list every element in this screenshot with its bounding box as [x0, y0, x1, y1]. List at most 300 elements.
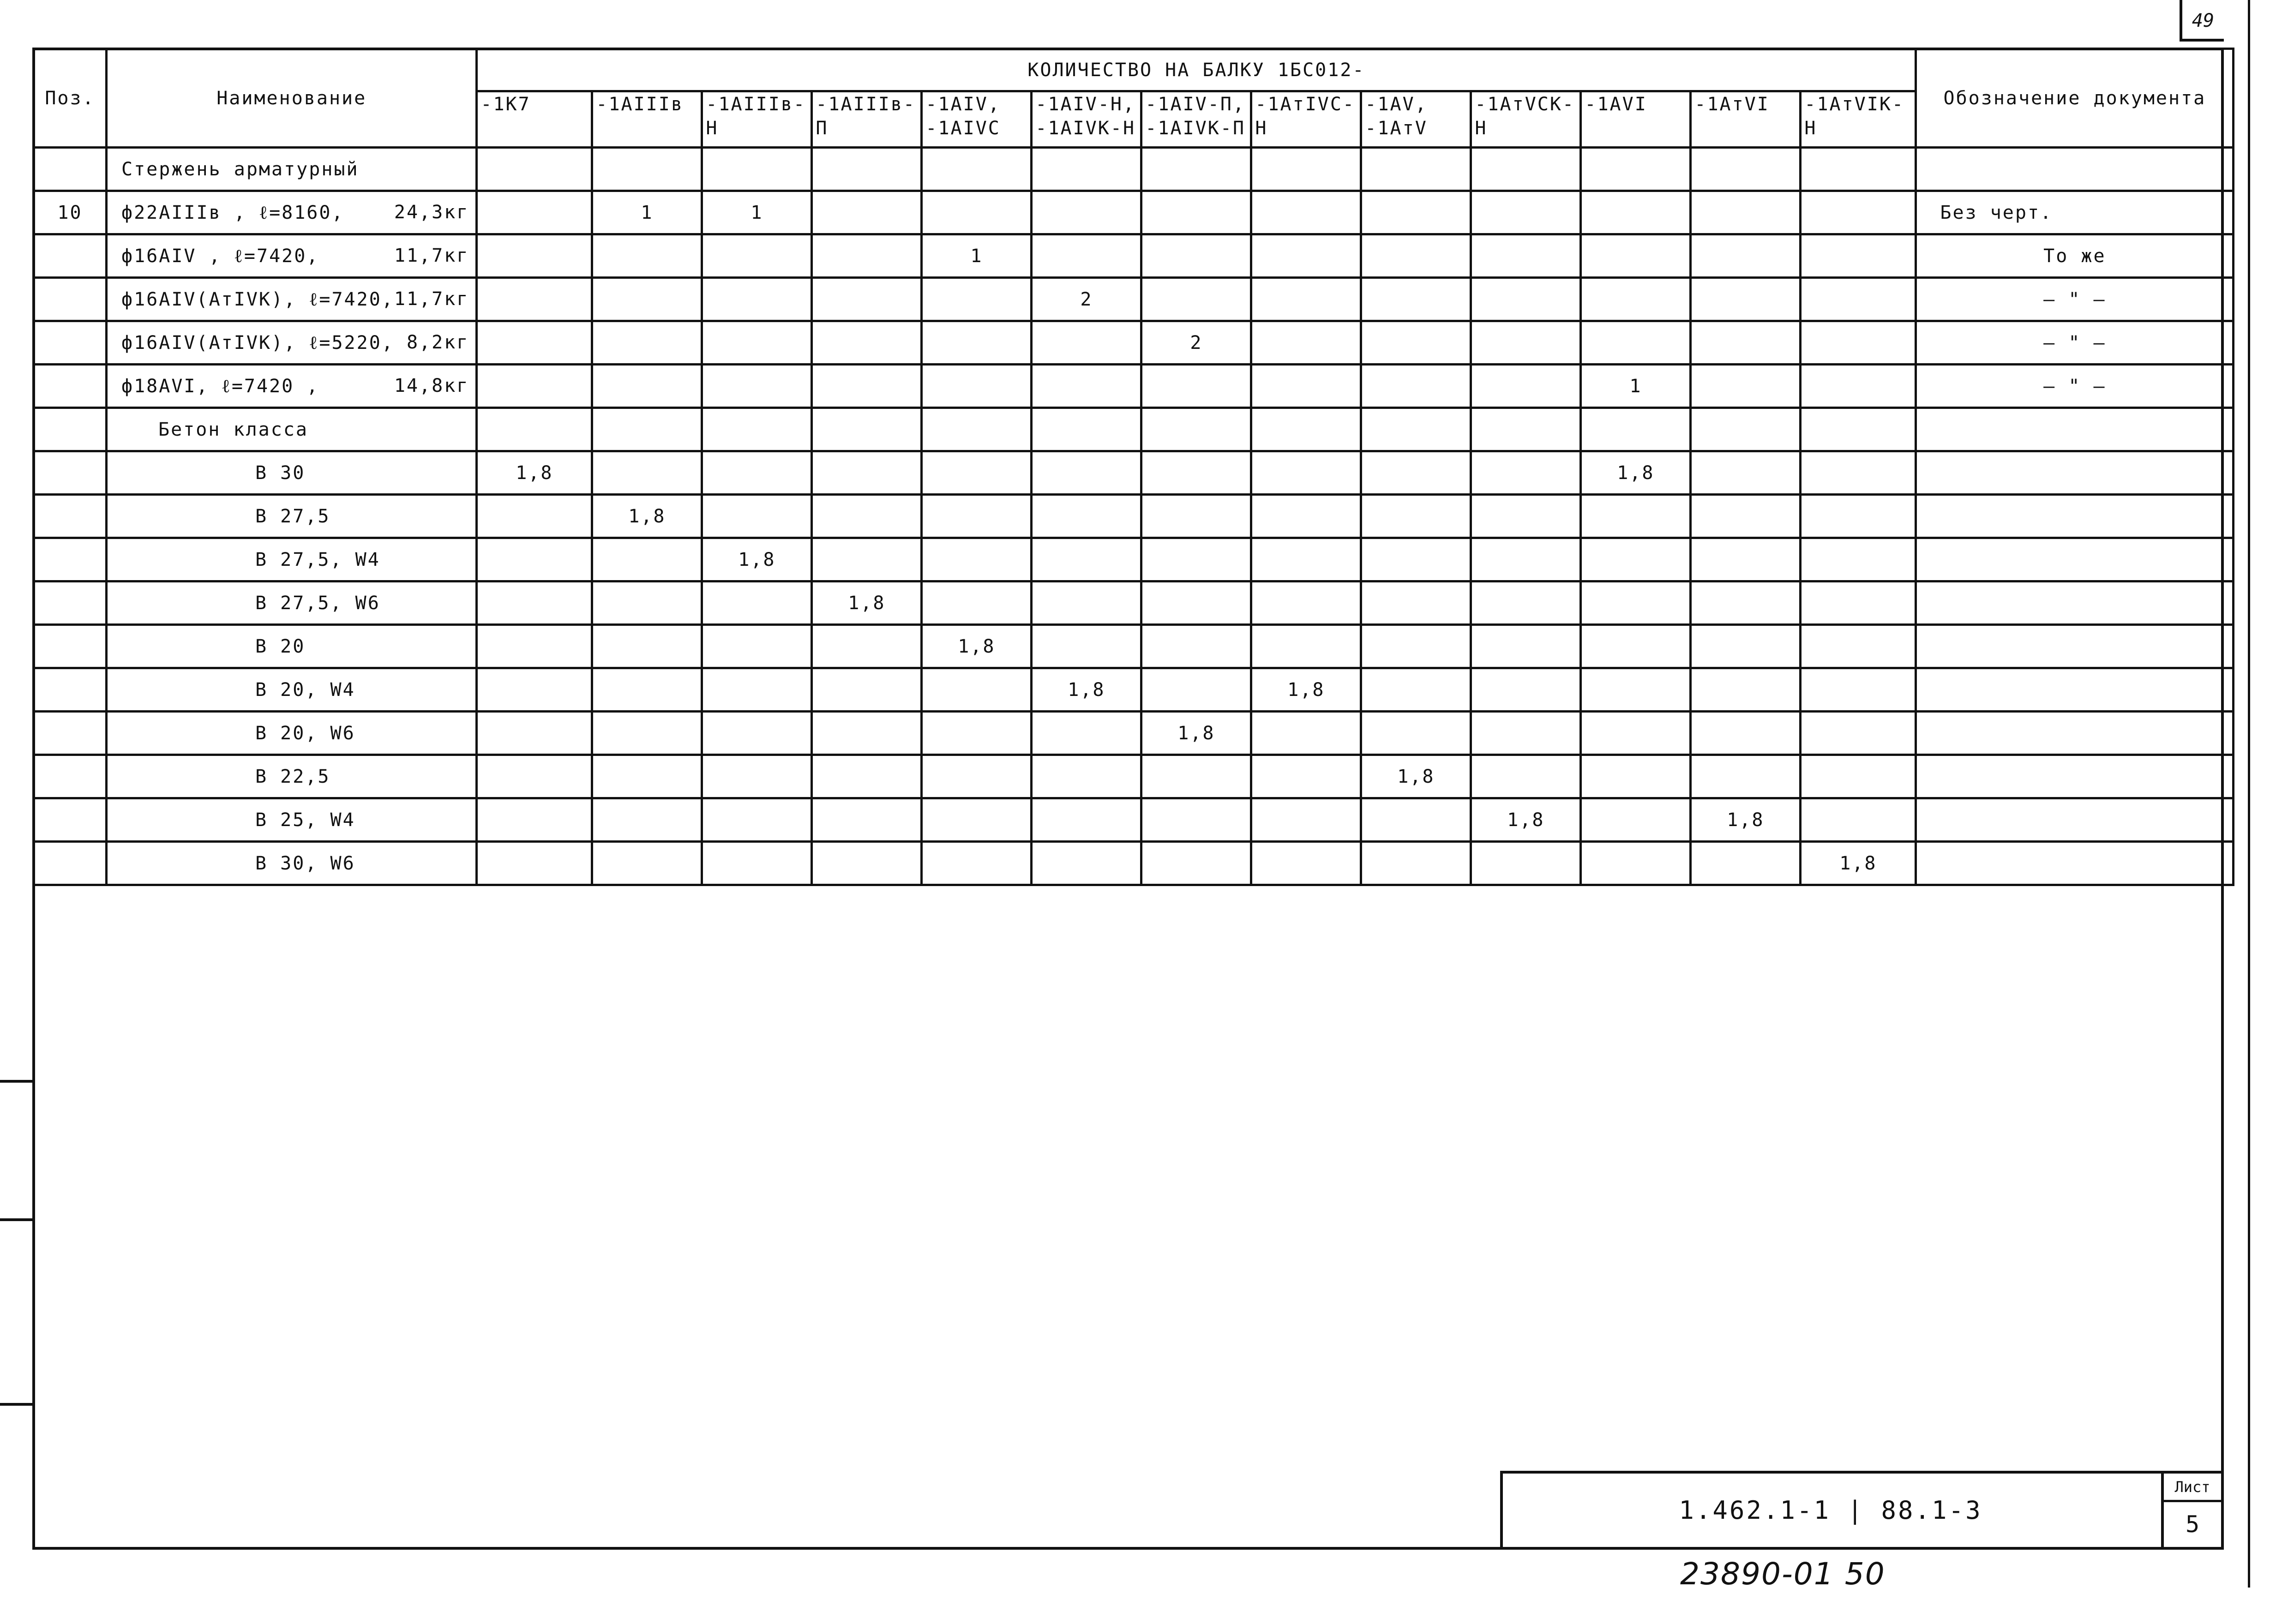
cell-quantity — [812, 234, 922, 278]
cell-quantity — [812, 321, 922, 365]
table-row — [34, 495, 2234, 538]
cell-quantity — [1801, 234, 1916, 278]
cell-document: — " — — [1916, 278, 2234, 321]
name-wrap — [255, 809, 475, 831]
cell-quantity — [922, 755, 1032, 798]
cell-quantity — [1361, 234, 1471, 278]
col-header-quantity-group: КОЛИЧЕСТВО НА БАЛКУ 1БС012- — [477, 49, 1916, 91]
sheet-label: Лист — [2164, 1474, 2221, 1502]
cell-quantity — [1141, 191, 1251, 234]
cell-quantity — [1691, 755, 1801, 798]
cell-quantity — [812, 148, 922, 191]
cell-quantity — [812, 495, 922, 538]
table-row — [34, 538, 2234, 581]
cell-quantity — [1691, 451, 1801, 495]
cell-quantity — [1251, 538, 1361, 581]
item-mass: 8,2кг — [406, 332, 469, 353]
item-name: Бетон класса — [158, 419, 308, 440]
cell-quantity — [477, 321, 592, 365]
cell-name — [107, 278, 477, 321]
cell-name — [107, 148, 477, 191]
cell-quantity — [1141, 625, 1251, 668]
table-row — [34, 798, 2234, 842]
cell-quantity — [592, 234, 702, 278]
left-margin-tick — [0, 1218, 32, 1221]
cell-quantity — [1361, 495, 1471, 538]
cell-pos — [34, 842, 107, 885]
cell-document — [1916, 408, 2234, 451]
sheet-number: 5 — [2185, 1511, 2200, 1538]
name-wrap — [158, 419, 475, 440]
item-name: В 25, W4 — [255, 809, 355, 831]
item-name: В 30 — [255, 462, 306, 484]
col-header-variant: -1АIIIв — [592, 91, 702, 148]
cell-quantity — [592, 538, 702, 581]
item-name: ф16АIV(АтIVК), ℓ=5220, — [121, 332, 394, 354]
cell-document — [1916, 148, 2234, 191]
cell-quantity — [1141, 451, 1251, 495]
cell-quantity: 1,8 — [1032, 668, 1141, 712]
col-header-variant: -1АIV, -1АIVС — [922, 91, 1032, 148]
cell-quantity — [702, 408, 812, 451]
sheet-corner-number: 49 — [2180, 0, 2224, 42]
cell-quantity — [1801, 798, 1916, 842]
title-block — [1500, 1471, 2224, 1550]
cell-name — [107, 625, 477, 668]
item-name: ф22АIIIв , ℓ=8160, — [121, 202, 344, 223]
cell-quantity — [592, 365, 702, 408]
cell-quantity: 1,8 — [922, 625, 1032, 668]
cell-pos — [34, 365, 107, 408]
cell-quantity: 1,8 — [592, 495, 702, 538]
left-margin-tick — [0, 1080, 32, 1083]
cell-quantity — [592, 278, 702, 321]
cell-document — [1916, 668, 2234, 712]
cell-quantity — [1251, 191, 1361, 234]
item-name: В 30, W6 — [255, 852, 355, 874]
cell-quantity — [1581, 321, 1691, 365]
cell-document — [1916, 538, 2234, 581]
cell-quantity — [592, 581, 702, 625]
cell-quantity — [1581, 755, 1691, 798]
cell-quantity — [1141, 495, 1251, 538]
cell-quantity: 1,8 — [477, 451, 592, 495]
right-margin-line — [2248, 0, 2250, 1588]
cell-quantity: 1,8 — [1801, 842, 1916, 885]
cell-name — [107, 581, 477, 625]
cell-quantity — [1691, 668, 1801, 712]
cell-quantity — [477, 755, 592, 798]
cell-quantity — [812, 668, 922, 712]
cell-pos — [34, 451, 107, 495]
cell-document: То же — [1916, 234, 2234, 278]
name-wrap — [121, 375, 475, 397]
cell-quantity — [702, 234, 812, 278]
col-header-variant: -1АV, -1АтV — [1361, 91, 1471, 148]
specification-table — [32, 48, 2234, 886]
cell-quantity — [922, 538, 1032, 581]
cell-quantity — [592, 798, 702, 842]
cell-quantity — [922, 365, 1032, 408]
cell-quantity — [592, 321, 702, 365]
item-name: В 27,5 — [255, 505, 330, 527]
item-name: В 20, W6 — [255, 722, 355, 744]
cell-quantity — [1801, 148, 1916, 191]
cell-quantity — [1032, 234, 1141, 278]
col-header-variant: -1АтVСК-Н — [1471, 91, 1581, 148]
cell-quantity — [1691, 842, 1801, 885]
cell-quantity — [1801, 712, 1916, 755]
cell-pos — [34, 581, 107, 625]
cell-quantity: 1,8 — [1471, 798, 1581, 842]
cell-quantity — [812, 842, 922, 885]
cell-quantity — [1251, 581, 1361, 625]
cell-quantity: 1,8 — [1251, 668, 1361, 712]
cell-quantity — [702, 842, 812, 885]
cell-quantity: 1,8 — [1691, 798, 1801, 842]
cell-quantity — [1251, 365, 1361, 408]
cell-quantity — [1251, 842, 1361, 885]
item-name: ф18АVI, ℓ=7420 , — [121, 376, 319, 397]
table-row — [34, 581, 2234, 625]
cell-quantity — [922, 191, 1032, 234]
cell-quantity — [1691, 408, 1801, 451]
cell-quantity: 1,8 — [1361, 755, 1471, 798]
cell-quantity — [922, 798, 1032, 842]
cell-quantity — [1581, 148, 1691, 191]
cell-quantity — [1581, 625, 1691, 668]
cell-quantity — [1032, 495, 1141, 538]
cell-quantity — [702, 278, 812, 321]
cell-pos — [34, 321, 107, 365]
cell-quantity — [1581, 538, 1691, 581]
table-row — [34, 842, 2234, 885]
cell-quantity — [1141, 148, 1251, 191]
drawing-code: 1.462.1-1 | 88.1-3 — [1679, 1496, 1982, 1525]
cell-quantity — [702, 148, 812, 191]
cell-quantity — [477, 234, 592, 278]
cell-quantity — [1691, 148, 1801, 191]
name-wrap — [255, 549, 475, 570]
cell-document — [1916, 451, 2234, 495]
cell-quantity — [1251, 148, 1361, 191]
name-wrap — [121, 202, 475, 223]
name-wrap — [255, 462, 475, 484]
item-mass: 14,8кг — [394, 375, 469, 396]
item-name: В 22,5 — [255, 766, 330, 787]
cell-quantity — [702, 451, 812, 495]
cell-quantity — [1471, 625, 1581, 668]
cell-quantity — [1141, 581, 1251, 625]
cell-quantity — [592, 451, 702, 495]
cell-quantity — [592, 625, 702, 668]
col-header-name: Наименование — [107, 49, 477, 148]
cell-quantity — [477, 365, 592, 408]
cell-quantity — [1691, 234, 1801, 278]
cell-quantity — [812, 365, 922, 408]
item-mass: 11,7кг — [394, 288, 469, 310]
cell-quantity — [1801, 668, 1916, 712]
table-row — [34, 365, 2234, 408]
cell-document — [1916, 842, 2234, 885]
cell-pos — [34, 625, 107, 668]
col-header-variant: -1АIIIв-П — [812, 91, 922, 148]
cell-quantity — [477, 668, 592, 712]
cell-quantity — [1251, 321, 1361, 365]
cell-pos — [34, 798, 107, 842]
cell-quantity — [702, 625, 812, 668]
cell-name — [107, 451, 477, 495]
cell-quantity: 1 — [592, 191, 702, 234]
name-wrap — [121, 245, 475, 267]
cell-pos — [34, 495, 107, 538]
cell-quantity — [1581, 234, 1691, 278]
cell-quantity — [812, 408, 922, 451]
cell-quantity — [1691, 538, 1801, 581]
col-header-variant: -1АтVIК-Н — [1801, 91, 1916, 148]
cell-quantity — [1251, 451, 1361, 495]
cell-quantity — [1032, 191, 1141, 234]
cell-quantity — [1471, 581, 1581, 625]
cell-pos — [34, 408, 107, 451]
cell-quantity — [1032, 842, 1141, 885]
cell-quantity — [1141, 538, 1251, 581]
name-wrap — [255, 853, 475, 874]
cell-quantity — [812, 755, 922, 798]
cell-document: — " — — [1916, 365, 2234, 408]
cell-quantity — [592, 842, 702, 885]
cell-quantity — [1032, 625, 1141, 668]
cell-quantity — [477, 191, 592, 234]
col-header-variant: -1АIV-Н, -1АIVК-Н — [1032, 91, 1141, 148]
cell-quantity — [1471, 451, 1581, 495]
cell-name — [107, 538, 477, 581]
cell-quantity — [1361, 148, 1471, 191]
cell-document — [1916, 495, 2234, 538]
table-row — [34, 191, 2234, 234]
cell-quantity — [922, 321, 1032, 365]
cell-quantity — [702, 668, 812, 712]
cell-quantity — [1471, 278, 1581, 321]
table-row — [34, 321, 2234, 365]
cell-quantity — [1471, 321, 1581, 365]
cell-quantity — [1801, 495, 1916, 538]
cell-quantity — [477, 495, 592, 538]
cell-quantity — [1801, 365, 1916, 408]
cell-pos: 10 — [34, 191, 107, 234]
cell-quantity — [1691, 365, 1801, 408]
cell-quantity — [1361, 798, 1471, 842]
cell-quantity — [1032, 451, 1141, 495]
cell-quantity — [812, 278, 922, 321]
table-row — [34, 451, 2234, 495]
cell-quantity — [592, 408, 702, 451]
cell-quantity — [1471, 668, 1581, 712]
table-row — [34, 712, 2234, 755]
cell-quantity — [1251, 234, 1361, 278]
cell-quantity — [1141, 365, 1251, 408]
cell-quantity — [922, 408, 1032, 451]
cell-quantity — [477, 408, 592, 451]
cell-quantity — [477, 842, 592, 885]
cell-quantity — [702, 321, 812, 365]
item-name: В 27,5, W4 — [255, 549, 380, 570]
cell-quantity — [1361, 321, 1471, 365]
item-name: В 20, W4 — [255, 679, 355, 701]
cell-quantity — [1581, 495, 1691, 538]
cell-quantity — [1361, 408, 1471, 451]
cell-quantity — [1801, 581, 1916, 625]
cell-pos — [34, 278, 107, 321]
cell-quantity — [1141, 842, 1251, 885]
cell-quantity — [1581, 408, 1691, 451]
cell-quantity — [922, 451, 1032, 495]
cell-quantity — [1032, 148, 1141, 191]
cell-quantity — [812, 451, 922, 495]
cell-pos — [34, 234, 107, 278]
cell-quantity — [1361, 712, 1471, 755]
col-header-variant: -1АIIIв-Н — [702, 91, 812, 148]
name-wrap — [255, 723, 475, 744]
cell-quantity — [1251, 495, 1361, 538]
cell-quantity — [812, 625, 922, 668]
cell-quantity — [1361, 842, 1471, 885]
item-mass: 24,3кг — [394, 202, 469, 223]
cell-quantity — [1251, 712, 1361, 755]
cell-quantity — [702, 755, 812, 798]
cell-quantity — [1361, 451, 1471, 495]
cell-quantity — [1801, 755, 1916, 798]
cell-quantity — [1361, 581, 1471, 625]
cell-quantity: 1,8 — [812, 581, 922, 625]
cell-name — [107, 191, 477, 234]
col-header-variant: -1АтIVС-Н — [1251, 91, 1361, 148]
cell-quantity — [1361, 365, 1471, 408]
item-name: ф16АIV , ℓ=7420, — [121, 246, 319, 267]
cell-quantity — [1032, 755, 1141, 798]
cell-quantity — [1032, 581, 1141, 625]
col-header-variant: -1К7 — [477, 91, 592, 148]
cell-quantity — [922, 712, 1032, 755]
cell-quantity — [1471, 712, 1581, 755]
cell-quantity — [1032, 538, 1141, 581]
cell-quantity — [1581, 191, 1691, 234]
cell-pos — [34, 148, 107, 191]
cell-quantity: 2 — [1141, 321, 1251, 365]
cell-quantity — [1032, 712, 1141, 755]
cell-quantity — [1141, 408, 1251, 451]
table-row — [34, 668, 2234, 712]
cell-quantity — [592, 668, 702, 712]
item-name: В 20 — [255, 635, 306, 657]
table-row — [34, 148, 2234, 191]
cell-quantity — [1471, 842, 1581, 885]
cell-quantity — [1691, 495, 1801, 538]
cell-name — [107, 668, 477, 712]
table-row — [34, 755, 2234, 798]
cell-quantity — [922, 842, 1032, 885]
cell-quantity — [1251, 408, 1361, 451]
archive-number: 23890-01 50 — [1680, 1556, 1886, 1592]
cell-quantity — [1691, 278, 1801, 321]
cell-quantity — [1691, 712, 1801, 755]
cell-quantity — [1471, 538, 1581, 581]
cell-quantity — [1581, 581, 1691, 625]
cell-quantity: 1,8 — [1581, 451, 1691, 495]
table-row — [34, 234, 2234, 278]
cell-quantity — [477, 581, 592, 625]
cell-quantity — [812, 538, 922, 581]
cell-pos — [34, 712, 107, 755]
cell-quantity: 1,8 — [702, 538, 812, 581]
cell-name — [107, 495, 477, 538]
cell-name — [107, 842, 477, 885]
col-header-variant: -1АтVI — [1691, 91, 1801, 148]
cell-quantity: 1 — [1581, 365, 1691, 408]
cell-document — [1916, 798, 2234, 842]
cell-quantity — [1801, 321, 1916, 365]
cell-quantity: 2 — [1032, 278, 1141, 321]
col-header-pos: Поз. — [34, 49, 107, 148]
cell-pos — [34, 755, 107, 798]
cell-name — [107, 408, 477, 451]
cell-quantity — [1361, 191, 1471, 234]
name-wrap — [255, 593, 475, 614]
cell-quantity — [1471, 191, 1581, 234]
cell-quantity — [1801, 625, 1916, 668]
cell-quantity — [477, 625, 592, 668]
cell-quantity — [1032, 408, 1141, 451]
name-wrap — [255, 679, 475, 701]
col-header-variant: -1АIV-П, -1АIVК-П — [1141, 91, 1251, 148]
cell-quantity: 1 — [702, 191, 812, 234]
cell-name — [107, 798, 477, 842]
cell-quantity — [702, 365, 812, 408]
left-margin-tick — [0, 1403, 32, 1406]
cell-document — [1916, 581, 2234, 625]
cell-quantity — [477, 278, 592, 321]
name-wrap — [121, 332, 475, 354]
cell-document — [1916, 625, 2234, 668]
cell-quantity — [477, 538, 592, 581]
name-wrap — [255, 766, 475, 787]
cell-quantity — [922, 148, 1032, 191]
cell-quantity — [1581, 842, 1691, 885]
cell-name — [107, 755, 477, 798]
name-wrap — [255, 506, 475, 527]
cell-quantity — [702, 712, 812, 755]
cell-quantity — [1032, 321, 1141, 365]
cell-quantity — [1801, 451, 1916, 495]
cell-quantity — [1141, 798, 1251, 842]
cell-quantity — [592, 148, 702, 191]
cell-quantity — [1141, 668, 1251, 712]
cell-quantity — [1141, 278, 1251, 321]
cell-quantity — [477, 798, 592, 842]
cell-quantity — [1251, 798, 1361, 842]
cell-quantity — [1141, 234, 1251, 278]
table-row — [34, 278, 2234, 321]
cell-quantity — [592, 755, 702, 798]
cell-quantity: 1,8 — [1141, 712, 1251, 755]
cell-quantity — [477, 712, 592, 755]
cell-quantity — [1251, 755, 1361, 798]
cell-document: Без черт. — [1916, 191, 2234, 234]
cell-quantity — [1471, 365, 1581, 408]
cell-quantity — [922, 278, 1032, 321]
cell-quantity — [1581, 278, 1691, 321]
cell-name — [107, 712, 477, 755]
